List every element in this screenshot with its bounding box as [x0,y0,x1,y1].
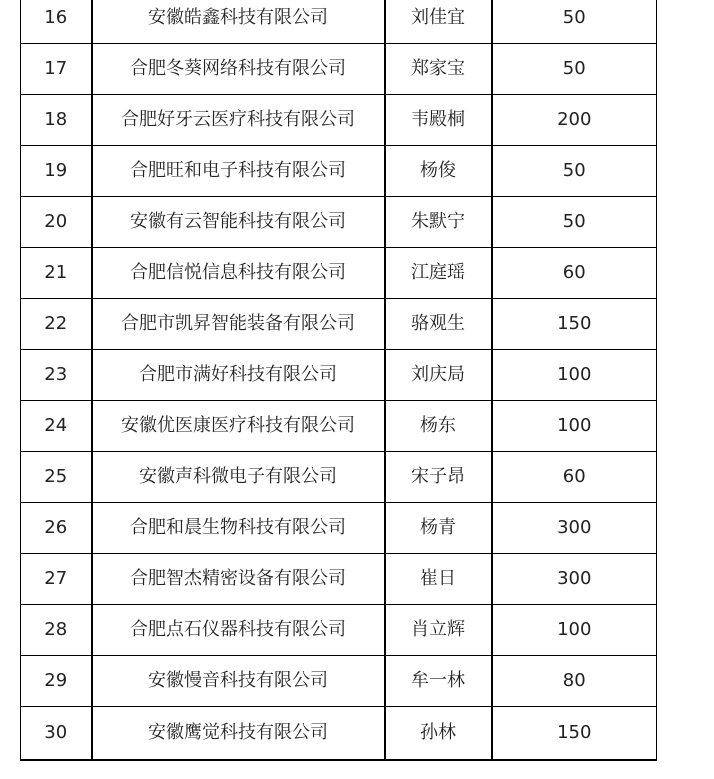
row-number: 26 [21,503,92,554]
amount-value: 50 [492,44,657,95]
company-table-container [20,0,656,761]
table-row [21,350,657,401]
row-number: 17 [21,44,92,95]
table-row [21,707,657,761]
amount-value: 200 [492,95,657,146]
table-row [21,452,657,503]
amount-value: 100 [492,350,657,401]
row-number: 23 [21,350,92,401]
table-row [21,554,657,605]
row-number: 29 [21,656,92,707]
company-name: 安徽慢音科技有限公司 [92,656,385,707]
table-row [21,95,657,146]
contact-person: 刘佳宜 [385,0,492,44]
table-row [21,248,657,299]
company-name: 合肥冬葵网络科技有限公司 [92,44,385,95]
contact-person: 郑家宝 [385,44,492,95]
amount-value: 300 [492,554,657,605]
amount-value: 60 [492,248,657,299]
amount-value: 50 [492,197,657,248]
table-row [21,146,657,197]
company-name: 安徽优医康医疗科技有限公司 [92,401,385,452]
company-name: 合肥和晨生物科技有限公司 [92,503,385,554]
contact-person: 朱默宁 [385,197,492,248]
amount-value: 150 [492,299,657,350]
table-row [21,656,657,707]
company-name: 合肥智杰精密设备有限公司 [92,554,385,605]
contact-person: 崔日 [385,554,492,605]
table-row [21,401,657,452]
row-number: 25 [21,452,92,503]
company-name: 合肥旺和电子科技有限公司 [92,146,385,197]
contact-person: 刘庆局 [385,350,492,401]
amount-value: 60 [492,452,657,503]
row-number: 30 [21,707,92,761]
contact-person: 杨俊 [385,146,492,197]
contact-person: 骆观生 [385,299,492,350]
company-name: 合肥市满好科技有限公司 [92,350,385,401]
table-row [21,299,657,350]
amount-value: 150 [492,707,657,761]
contact-person: 孙林 [385,707,492,761]
company-name: 安徽声科微电子有限公司 [92,452,385,503]
company-name: 合肥好牙云医疗科技有限公司 [92,95,385,146]
row-number: 22 [21,299,92,350]
row-number: 27 [21,554,92,605]
company-name: 安徽皓鑫科技有限公司 [92,0,385,44]
company-name: 合肥点石仪器科技有限公司 [92,605,385,656]
amount-value: 100 [492,401,657,452]
contact-person: 韦殿桐 [385,95,492,146]
contact-person: 肖立辉 [385,605,492,656]
contact-person: 杨青 [385,503,492,554]
row-number: 21 [21,248,92,299]
row-number: 20 [21,197,92,248]
contact-person: 宋子昂 [385,452,492,503]
company-name: 安徽有云智能科技有限公司 [92,197,385,248]
contact-person: 江庭瑶 [385,248,492,299]
row-number: 18 [21,95,92,146]
contact-person: 杨东 [385,401,492,452]
company-table [20,0,657,761]
amount-value: 50 [492,146,657,197]
amount-value: 300 [492,503,657,554]
company-name: 合肥市凯昇智能装备有限公司 [92,299,385,350]
table-row [21,197,657,248]
company-name: 安徽鹰觉科技有限公司 [92,707,385,761]
amount-value: 100 [492,605,657,656]
table-row [21,44,657,95]
table-row [21,0,657,44]
row-number: 24 [21,401,92,452]
row-number: 28 [21,605,92,656]
company-name: 合肥信悦信息科技有限公司 [92,248,385,299]
company-table-body [21,0,657,760]
table-row [21,605,657,656]
amount-value: 80 [492,656,657,707]
amount-value: 50 [492,0,657,44]
row-number: 16 [21,0,92,44]
contact-person: 牟一林 [385,656,492,707]
table-row [21,503,657,554]
row-number: 19 [21,146,92,197]
